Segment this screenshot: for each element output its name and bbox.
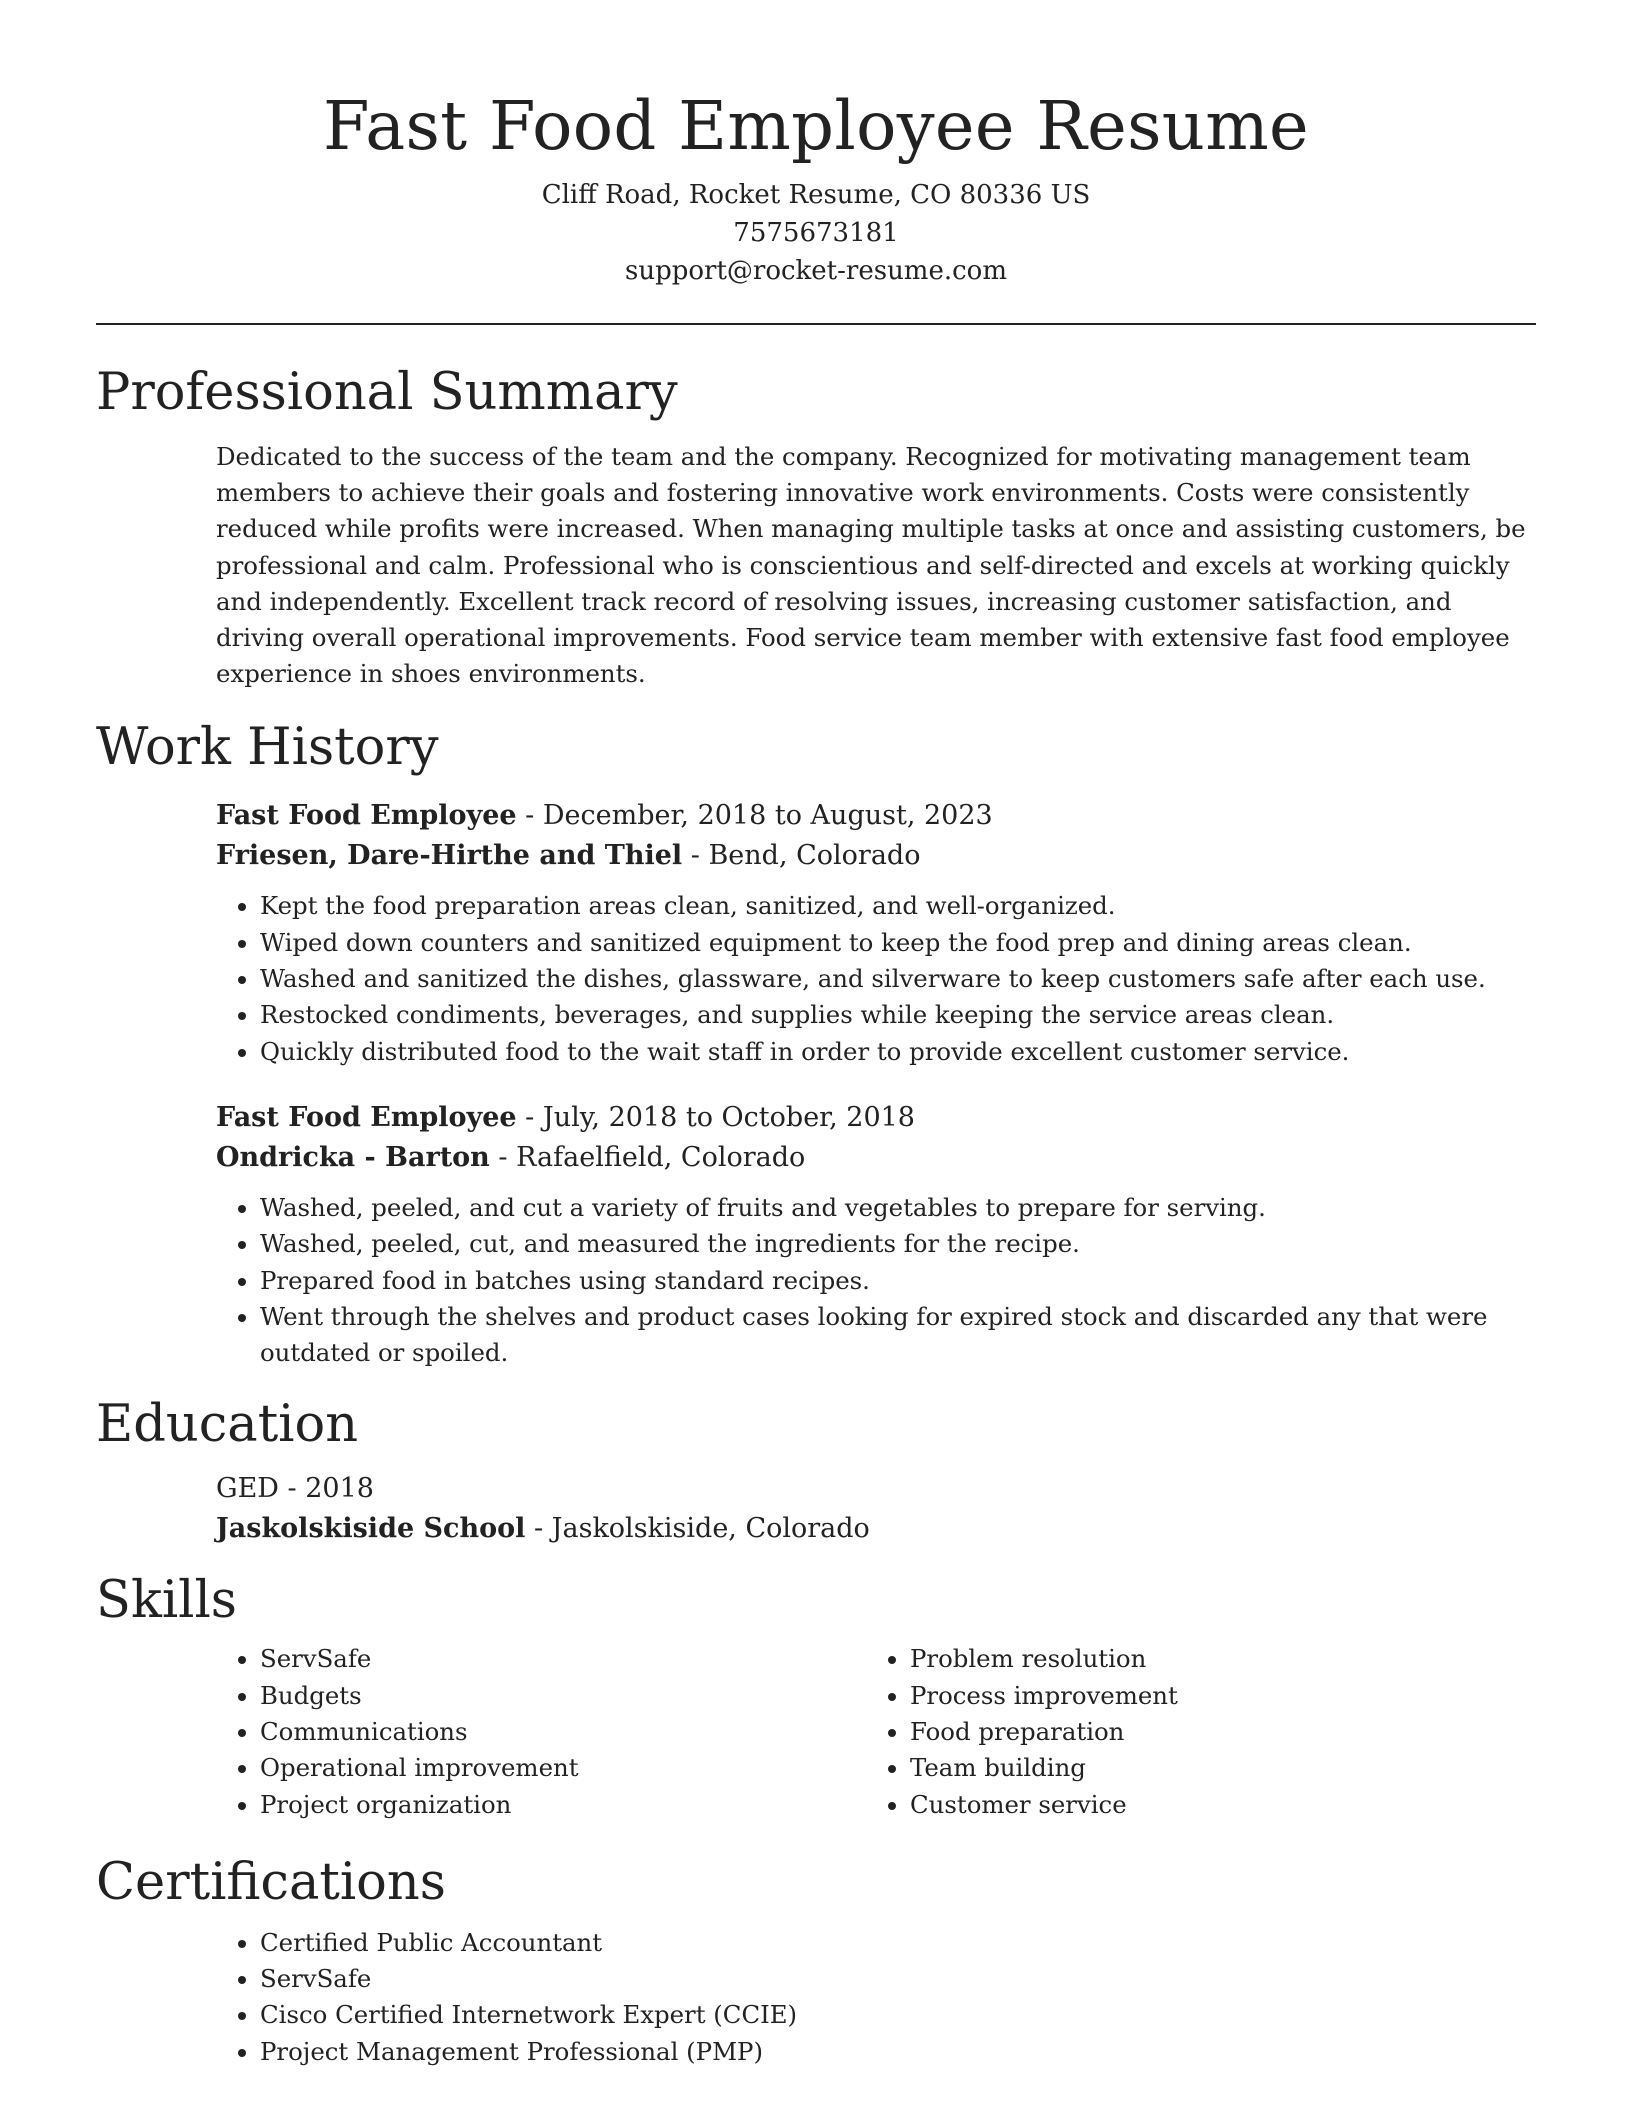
skills-column-left [216,1641,866,1822]
list-item: • Communications [260,1714,866,1750]
certifications-section [96,1853,1536,2070]
resume-header [96,0,1536,290]
job-location: - Rafaelfield, Colorado [489,1141,806,1173]
list-item: • Certified Public Accountant [260,1925,1536,1961]
list-item: • ServSafe [260,1961,1536,1997]
school-location: - Jaskolskiside, Colorado [525,1513,870,1545]
list-item: • Project Management Professional (PMP) [260,2034,1536,2070]
list-item: • ServSafe [260,1641,866,1677]
list-item: • Cisco Certified Internetwork Expert (CCIE) [260,1997,1536,2033]
contact-phone: 7575673181 [733,218,899,248]
contact-address: Cliff Road, Rocket Resume, CO 80336 US [541,180,1091,210]
certifications-list [216,1925,1536,2070]
education-section [96,1395,1536,1549]
list-item: • Customer service [910,1787,1516,1823]
list-item: • Problem resolution [910,1641,1516,1677]
list-item: • Washed and sanitized the dishes, glassware, and silverware to keep customers safe after each use. [260,961,1536,997]
job-bullets [216,1190,1536,1371]
job-role: Fast Food Employee [216,800,517,832]
list-item: • Budgets [260,1678,866,1714]
education-heading: Education [96,1395,359,1455]
job-bullets [216,888,1536,1069]
job-company-line [216,1138,1536,1178]
certifications-heading: Certifications [96,1852,446,1912]
list-item: • Wiped down counters and sanitized equipment to keep the food prep and dining areas clean. [260,925,1536,961]
list-item: • Process improvement [910,1678,1516,1714]
list-item: • Restocked condiments, beverages, and supplies while keeping the service areas clean. [260,997,1536,1033]
work-section [96,718,1536,1371]
list-item: • Quickly distributed food to the wait staff in order to provide excellent customer service. [260,1034,1536,1070]
certifications-body [216,1925,1536,2070]
work-heading: Work History [96,718,439,778]
list-item: • Kept the food preparation areas clean, sanitized, and well-organized. [260,888,1536,924]
contact-block [96,176,1536,290]
resume-title: Fast Food Employee Resume [322,87,1310,165]
list-item: • Went through the shelves and product cases looking for expired stock and discarded any that were outdated or spoiled. [260,1299,1536,1372]
summary-section [96,363,1536,692]
job-company: Ondricka - Barton [216,1141,490,1173]
contact-email: support@rocket-resume.com [624,256,1007,286]
skills-list-right [866,1641,1516,1822]
skills-grid [216,1641,1536,1822]
list-item: • Washed, peeled, and cut a variety of fruits and vegetables to prepare for serving. [260,1190,1536,1226]
skills-body [216,1641,1536,1822]
job-company-line [216,836,1536,876]
education-entry [216,1469,1536,1549]
school-line [216,1509,1536,1549]
school-name: Jaskolskiside School [216,1513,526,1545]
list-item: • Operational improvement [260,1750,866,1786]
summary-heading: Professional Summary [96,363,678,422]
job-title-line [216,796,1536,836]
job-entry [216,796,1536,1069]
list-item: • Food preparation [910,1714,1516,1750]
summary-text: Dedicated to the success of the team and the company. Recognized for motivating management team members to achieve their goals and fostering innovative work environments. Costs were consistently reduced while profits were increased. When managing multiple tasks at once and assisting customers, be professional and calm. Professional who is conscientious and self-directed and excels at working quickly and independently. Excellent track record of resolving issues, increasing customer satisfaction, and driving overall operational improvements. Food service team member with extensive fast food employee experience in shoes environments. [216,442,1526,689]
degree-line [216,1469,1536,1509]
degree-year: - 2018 [278,1473,374,1505]
list-item: • Prepared food in batches using standard recipes. [260,1263,1536,1299]
resume-page [96,0,1536,2070]
list-item: • Washed, peeled, cut, and measured the ingredients for the recipe. [260,1226,1536,1262]
degree: GED [216,1473,279,1505]
job-role: Fast Food Employee [216,1101,517,1133]
skills-column-right [866,1641,1516,1822]
header-divider [96,323,1536,325]
skills-section [96,1571,1536,1822]
job-entry [216,1098,1536,1371]
job-dates: - July, 2018 to October, 2018 [516,1101,915,1133]
job-dates: - December, 2018 to August, 2023 [516,800,993,832]
job-company: Friesen, Dare-Hirthe and Thiel [216,840,683,872]
job-location: - Bend, Colorado [682,840,921,872]
list-item: • Project organization [260,1787,866,1823]
skills-heading: Skills [96,1571,237,1631]
job-title-line [216,1098,1536,1138]
skills-list-left [216,1641,866,1822]
list-item: • Team building [910,1750,1516,1786]
summary-body [216,439,1536,692]
